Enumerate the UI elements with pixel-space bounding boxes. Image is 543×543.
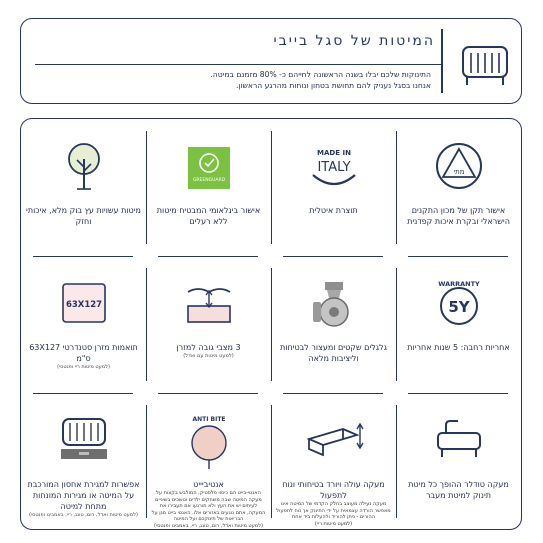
feature-label: תוצרת איטלית xyxy=(309,206,358,215)
feature-label: אישור בינלאומי המבטיח מיטות ללא רעלים xyxy=(156,206,261,226)
greenguard-icon xyxy=(178,135,240,197)
feature-label-text: תואמות מזרן סטנדרטי 63X127 ס"מ xyxy=(29,343,138,363)
feature-label-text: 3 מצבי גובה למזרן xyxy=(176,343,241,352)
made-in-italy-icon xyxy=(303,135,365,197)
feature-description: האנטי-בייט הם כיסוי פלסטיק, המולבש בקצות על מעקה המיטה שבה משחקים ילדים ונושכים בשיניים לעיתים יש את העץ ולא תורגעו אם תעבירו את המעקה, אתם נוגעים באזורים אלו. האנטי בייט מגן על הבריאות של תינוקכם ועל המיטה xyxy=(151,490,266,522)
intro-text xyxy=(21,69,431,91)
header-panel xyxy=(20,18,522,104)
feature-label: גלגלים שקטים ומעצור לבטיחות וליציבות מלאה xyxy=(280,343,387,363)
feature-anti-bite xyxy=(146,393,271,530)
greenguard-text: GREENGUARD xyxy=(192,178,226,183)
feature-beech-wood xyxy=(21,119,146,256)
standard-mark-text: מתי xyxy=(453,168,465,176)
mattress-size-icon xyxy=(53,272,115,334)
italy-text: ITALY xyxy=(317,160,351,175)
feature-label xyxy=(275,479,392,527)
feature-description: מעקה נעילה מעוצב בחלק הקדמי של המיטה אינו מאפשר הורדה עצמאית על ידי התינוק אך נוח לתפעול ההורים - ניתן להוריד ולהעלות ביד אחת xyxy=(276,501,391,520)
feature-note: (למעט מיטות ריי ופנטסי) xyxy=(57,364,110,370)
feature-sliding-rail xyxy=(271,393,396,530)
feature-label xyxy=(25,479,142,519)
feature-greenguard xyxy=(146,119,271,256)
sliding-rail-icon xyxy=(303,409,365,471)
anti-bite-text: ANTI BITE xyxy=(192,416,226,423)
storage-drawer-icon xyxy=(53,409,115,471)
feature-label xyxy=(150,342,267,360)
feature-note: (למעט מיטות ריי) xyxy=(314,520,353,527)
warranty-text: WARRANTY xyxy=(438,280,480,288)
feature-label-text: אנטיביייט xyxy=(193,480,224,489)
header-divider xyxy=(441,29,443,93)
intro-line: אנחנו בסגל נעניק להם תחושת בטחון ונוחות מהרגע הראשון. xyxy=(235,81,431,90)
warranty-years: 5Y xyxy=(448,298,470,316)
feature-quiet-wheels xyxy=(271,256,396,393)
feature-note: (למעט מיטות ואדל, רום, טונג, ריי, באמבינו ופנטסי) xyxy=(29,512,138,518)
feature-mattress-size xyxy=(21,256,146,393)
feature-made-in-italy xyxy=(271,119,396,256)
features-panel xyxy=(20,118,522,530)
crib-icon xyxy=(457,39,513,89)
intro-line: התינוקות שלכם יבלו בשנה הראשונה לחייהם כ- 80% מזמנם במיטה. xyxy=(210,70,431,79)
feature-label-text: מעקה עולה ויורד בטיחותי ונוח לתפעול xyxy=(282,480,385,500)
feature-label: מעקה טודלר ההופך כל מיטת תינוק למיטת מעבר xyxy=(408,480,509,500)
israeli-standard-icon xyxy=(428,135,490,197)
page-title: המיטות של סגל בייבי xyxy=(273,33,435,49)
feature-label xyxy=(150,479,267,529)
toddler-rail-icon xyxy=(428,409,490,471)
feature-toddler-rail xyxy=(396,393,521,530)
mattress-size-text: 63X127 xyxy=(65,300,103,310)
feature-label: מיטות עשויות עץ בוק מלא, איכותי וחזק xyxy=(26,206,141,226)
anti-bite-icon xyxy=(178,409,240,471)
warranty-icon xyxy=(428,272,490,334)
feature-warranty xyxy=(396,256,521,393)
title-underline xyxy=(35,64,441,65)
feature-israeli-standard xyxy=(396,119,521,256)
feature-mattress-heights xyxy=(146,256,271,393)
feature-note: (למעט מיטות עם ואדל) xyxy=(183,353,234,359)
wheel-icon xyxy=(303,272,365,334)
features-grid xyxy=(21,119,521,529)
feature-storage-drawer xyxy=(21,393,146,530)
beech-tree-icon xyxy=(53,135,115,197)
feature-label: אחריות רחבה: 5 שנות אחריות xyxy=(407,343,510,352)
mattress-height-icon xyxy=(178,272,240,334)
feature-label-text: אפשרות למגירת אחסון המורכבת על המיטה או מגירות המונחות מתחת למיטה xyxy=(27,480,140,511)
feature-label xyxy=(25,342,142,371)
made-in-text: MADE IN xyxy=(317,149,351,157)
feature-note: (למעט מיטות ואדל, רום, טונג, ריי, באמבינו ופנטסי) xyxy=(154,522,263,529)
feature-label: אישור תקן של מכון התקנים הישראלי ובקרת איכות קפדנית xyxy=(407,206,510,226)
